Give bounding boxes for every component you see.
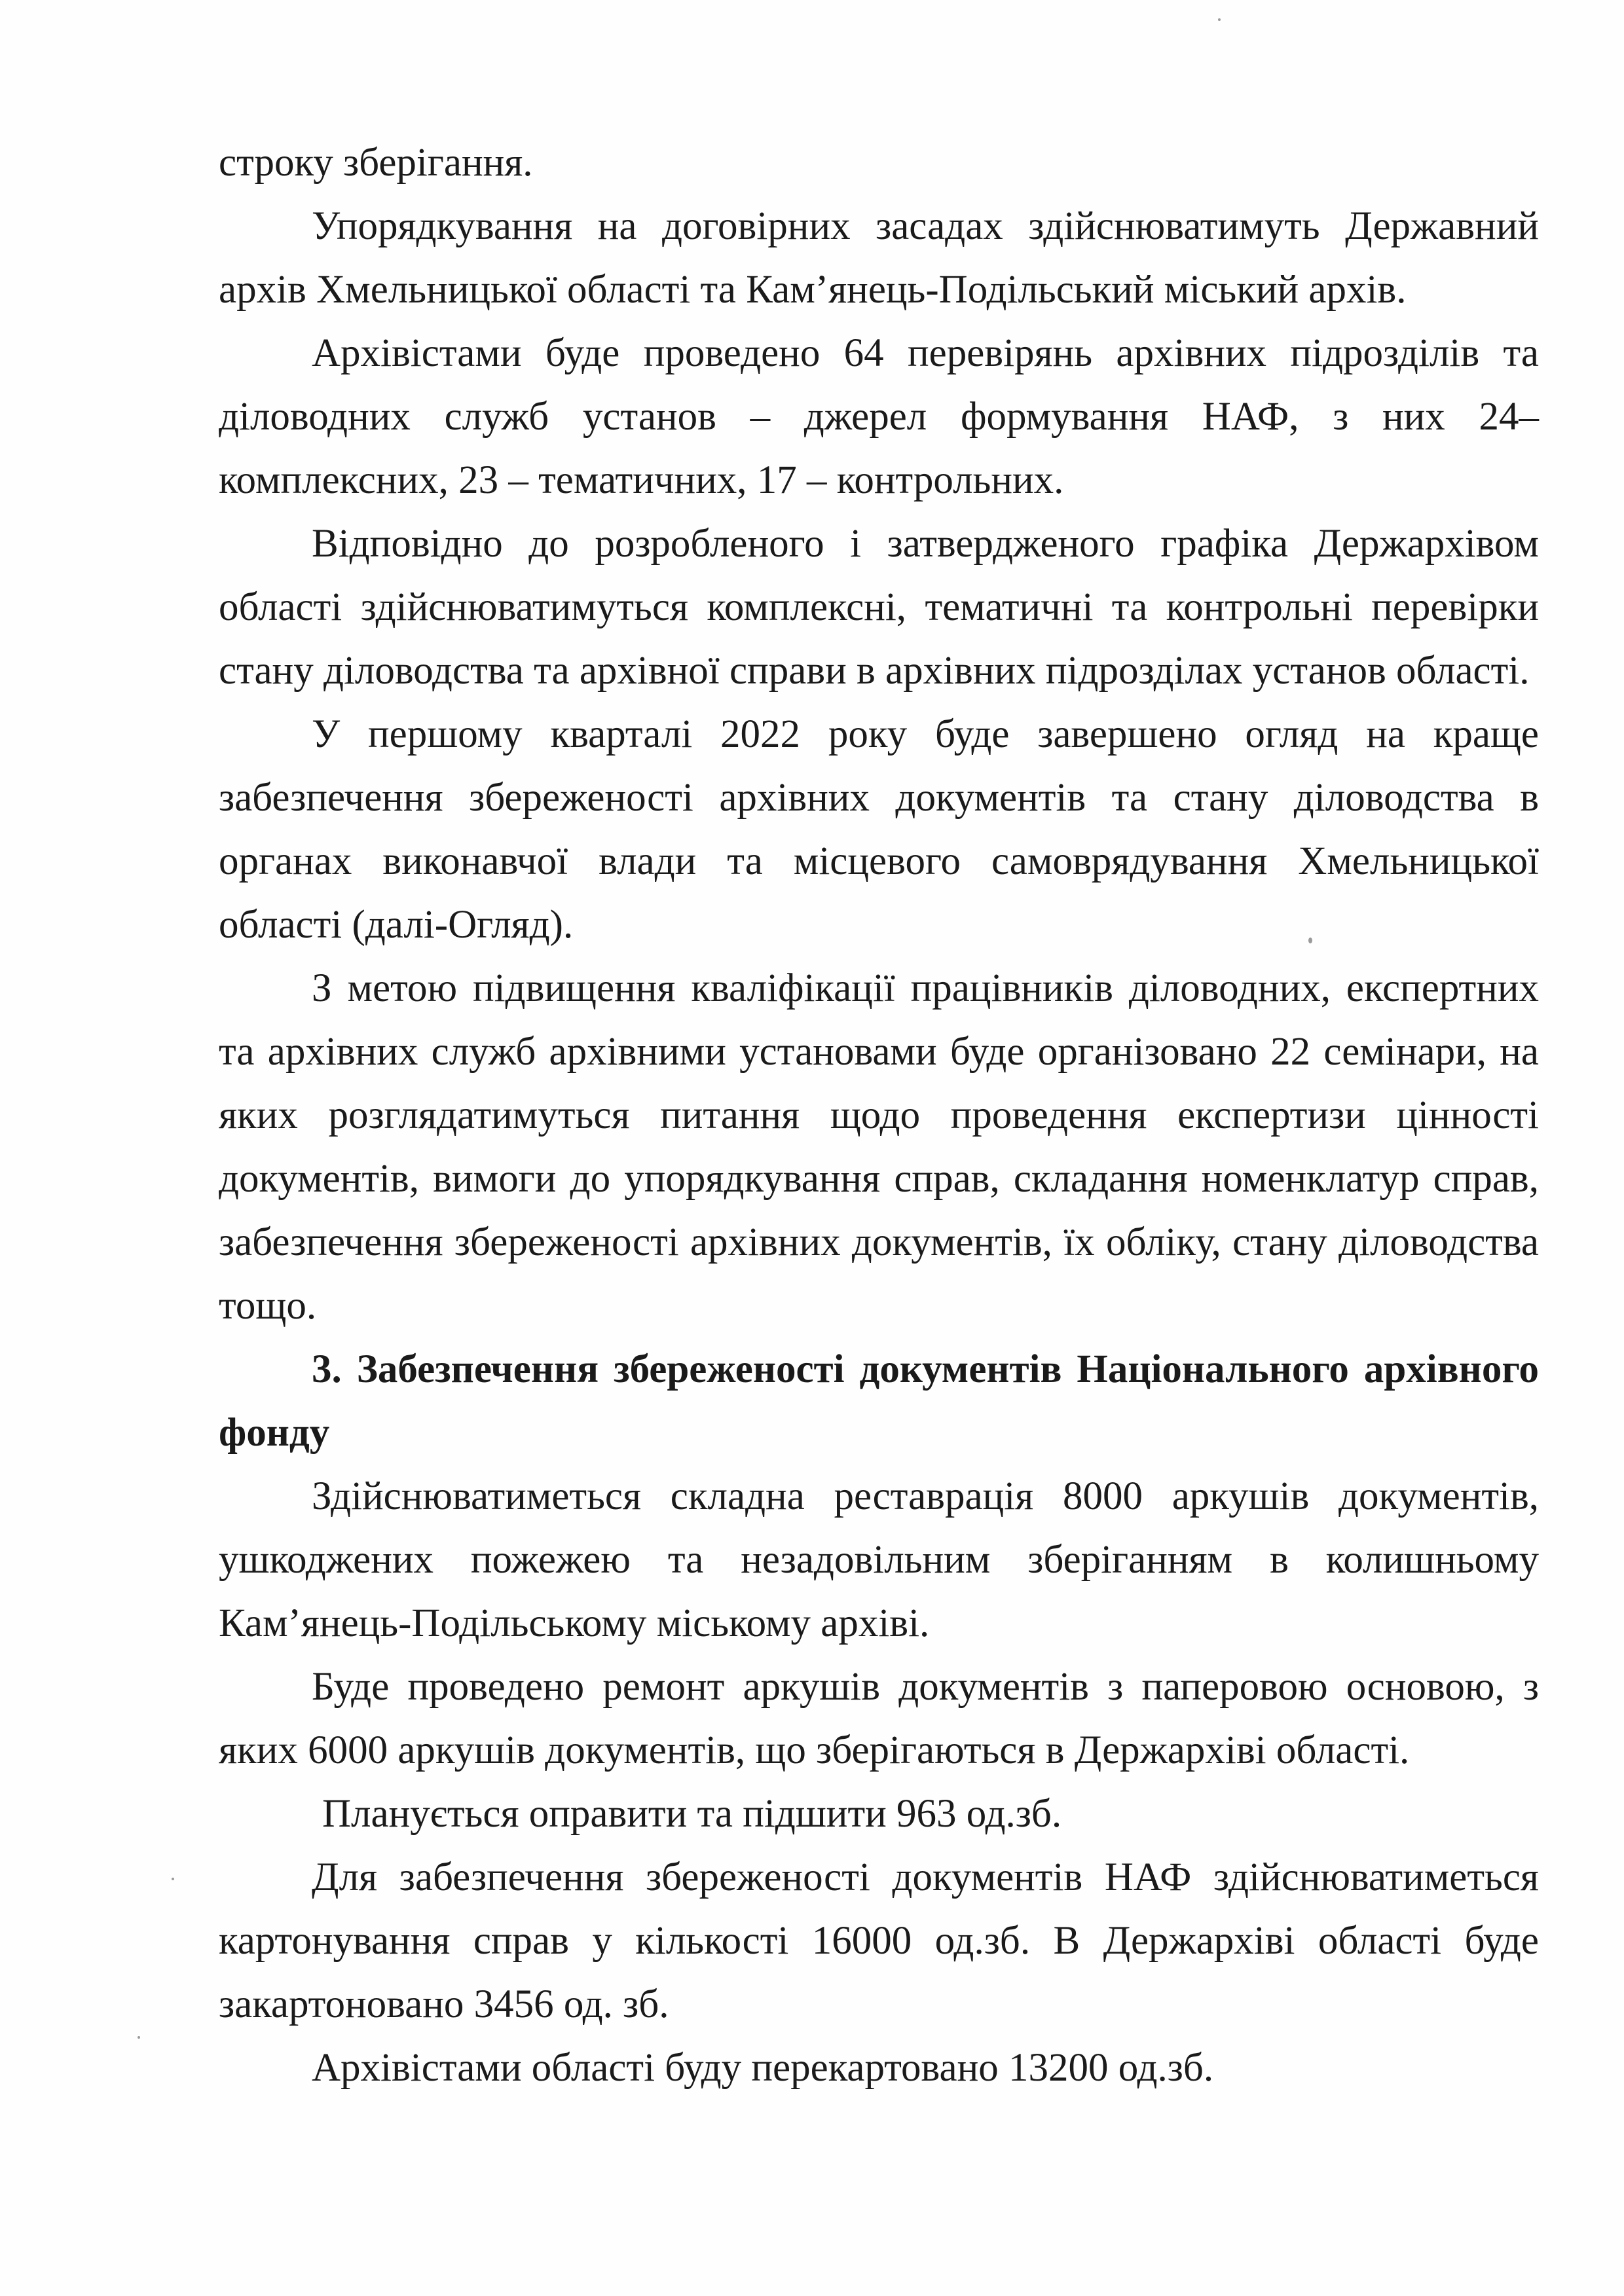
- section-heading: 3. Забезпечення збереженості документів Національного архівного фонду: [219, 1347, 1539, 1455]
- scan-speck: [172, 1878, 174, 1880]
- document-body: [219, 131, 1539, 2100]
- paragraph-restoration: Здійснюватиметься складна реставрація 8000 аркушів документів, ушкоджених пожежею та незадовільним зберіганням в колишньому Кам’янець-Подільському міському архіві.: [219, 1474, 1539, 1645]
- scan-speck: [1218, 18, 1221, 21]
- scan-speck: [138, 2036, 140, 2039]
- paragraph-inspections-schedule: Відповідно до розробленого і затвердженого графіка Держархівом області здійснюватимуться комплексні, тематичні та контрольні перевірки стану діловодства та архівної справи в архівних підрозділах установ області.: [219, 522, 1539, 693]
- scan-speck: [1308, 938, 1312, 943]
- paragraph-inspections-count: Архівістами буде проведено 64 перевірянь архівних підрозділів та діловодних служб установ – джерел формування НАФ, з них 24– комплексних, 23 – тематичних, 17 – контрольних.: [219, 331, 1539, 502]
- paragraph-ordering: Упорядкування на договірних засадах здійснюватимуть Державний архів Хмельницької області та Кам’янець-Подільський міський архів.: [219, 204, 1539, 312]
- paragraph-binding: Планується оправити та підшити 963 од.зб.: [322, 1792, 1062, 1836]
- paragraph-seminars: З метою підвищення кваліфікації працівників діловодних, експертних та архівних служб архівними установами буде організовано 22 семінари, на яких розглядатимуться питання щодо проведення експертизи цінності документів, вимоги до упорядкування справ, складання номенклатур справ, забезпечення збереженості архівних документів, їх обліку, стану діловодства тощо.: [219, 966, 1539, 1328]
- paragraph-cartoning: Для забезпечення збереженості документів НАФ здійснюватиметься картонування справ у кількості 16000 од.зб. В Держархіві області буде закартоновано 3456 од. зб.: [219, 1855, 1539, 2026]
- paragraph-repair: Буде проведено ремонт аркушів документів з паперовою основою, з яких 6000 аркушів документів, що зберігаються в Держархіві області.: [219, 1665, 1539, 1772]
- paragraph-review: У першому кварталі 2022 року буде завершено огляд на краще забезпечення збереженості архівних документів та стану діловодства в органах виконавчої влади та місцевого самоврядування Хмельницької області (далі-Огляд).: [219, 712, 1539, 947]
- paragraph-continuation: строку зберігання.: [219, 141, 533, 185]
- paragraph-recartoning: Архівістами області буду перекартовано 13200 од.зб.: [312, 2046, 1214, 2090]
